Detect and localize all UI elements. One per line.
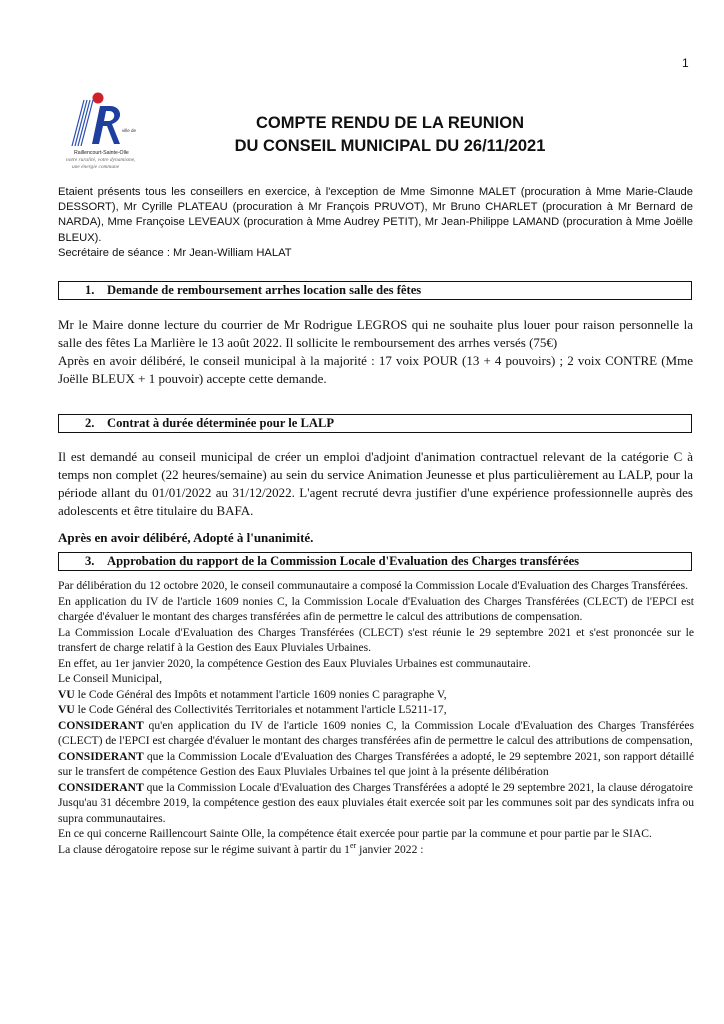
section-1-heading (58, 281, 692, 300)
logo-tagline-1: notre ruralité, votre dynamisme, (66, 157, 136, 163)
document-title (190, 112, 590, 158)
attendance-block (58, 185, 693, 261)
vu-text: le Code Général des Collectivités Territoriales et notamment l'article L5211-17, (74, 703, 447, 716)
section-1-body (58, 316, 693, 388)
title-line-1: COMPTE RENDU DE LA REUNION (256, 114, 524, 132)
section-3-vu-clause (58, 687, 694, 703)
attendance-text: Etaient présents tous les conseillers en exercice, à l'exception de Mme Simonne MALET (procuration à Mme Marie-Claude DESSORT), Mr Cyrille PLATEAU (procuration à Mr François PRUVOT), Mr Bruno CHARLET (procuration à Mr Bernard de NARDA), Mme Françoise LEVEAUX (procuration à Mme Audrey PETIT), Mr Jean-Philippe LAMAND (procuration à Mme Joëlle BLEUX). (58, 186, 693, 244)
section-3-vu-clause (58, 702, 694, 718)
logo-small-text-1: ville de (122, 128, 137, 133)
considerant-keyword: CONSIDERANT (58, 780, 144, 794)
section-1-number: 1. (85, 283, 95, 297)
considerant-text: que la Commission Locale d'Evaluation des Charges Transférées a adopté le 29 septembre 2021, la clause dérogatoire (143, 780, 693, 794)
vu-keyword: VU (58, 687, 75, 701)
section-3-body (58, 578, 694, 857)
section-3-title: Approbation du rapport de la Commission Locale d'Evaluation des Charges transférées (107, 554, 580, 568)
clause-text-end: janvier 2022 : (356, 842, 424, 856)
section-3-paragraph: En ce qui concerne Raillencourt Sainte Olle, la compétence était exercée pour partie par la commune et pour partie par le SIAC. (58, 827, 652, 840)
considerant-text: qu'en application du IV de l'article 1609 nonies C, la Commission Locale d'Evaluation des Charges Transférées (CLECT) de l'EPCI est chargée d'évaluer le montant des charges transférées afin de permettre le calcul des attributions de compensation, (58, 718, 694, 747)
section-3-considerant-clause (58, 780, 694, 796)
section-2-number: 2. (85, 416, 95, 430)
section-2-decision: Après en avoir délibéré, Adopté à l'unanimité. (58, 530, 314, 545)
clause-text-start: La clause dérogatoire repose sur le régime suivant à partir du 1 (58, 842, 350, 856)
section-3-paragraph: Par délibération du 12 octobre 2020, le conseil communautaire a composé la Commission Locale d'Evaluation des Charges Transférées. (58, 579, 689, 592)
section-2-body (58, 448, 693, 547)
page-number: 1 (682, 56, 689, 70)
vu-keyword: VU (58, 703, 75, 716)
section-3-considerant-clause (58, 749, 694, 780)
section-2-paragraph: Il est demandé au conseil municipal de créer un emploi d'adjoint d'animation contractuel relevant de la catégorie C à temps non complet (22 heures/semaine) au sein du service Animation Jeunesse et plus particulièrement au LALP, pour la période allant du 01/01/2022 au 31/12/2022. L'agent recruté devra justifier d'une expérience professionnelle auprès des adolescents et être titulaire du BAFA. (58, 449, 693, 518)
section-3-heading (58, 552, 692, 571)
section-3-number: 3. (85, 554, 95, 568)
section-3-paragraph (58, 842, 694, 858)
considerant-keyword: CONSIDERANT (58, 718, 144, 732)
considerant-keyword: CONSIDERANT (58, 749, 144, 763)
municipality-logo (62, 86, 172, 174)
section-3-paragraph: En application du IV de l'article 1609 nonies C, la Commission Locale d'Evaluation des Charges Transférées (CLECT) de l'EPCI est chargée d'évaluer le montant des charges transférées afin de permettre le calcul des attributions de compensation. (58, 594, 694, 623)
section-3-considerant-clause (58, 718, 694, 749)
considerant-text: que la Commission Locale d'Evaluation des Charges Transférées a adopté, le 29 septembre 2021, son rapport détaillé sur le transfert de compétence Gestion des Eaux Pluviales Urbaines tel que joint à la présente délibération (58, 749, 694, 778)
section-2-title: Contrat à durée déterminée pour le LALP (107, 416, 335, 430)
section-1-paragraph: Après en avoir délibéré, le conseil municipal à la majorité : 17 voix POUR (13 + 4 pouvoirs) ; 2 voix CONTRE (Mme Joëlle BLEUX + 1 pouvoir) accepte cette demande. (58, 353, 693, 386)
vu-text: le Code Général des Impôts et notamment l'article 1609 nonies C paragraphe V, (74, 687, 447, 701)
section-2-heading (58, 414, 692, 433)
logo-small-text-2: Raillencourt-Sainte-Olle (74, 150, 129, 156)
section-3-paragraph: Le Conseil Municipal, (58, 672, 163, 685)
title-line-2: DU CONSEIL MUNICIPAL DU 26/11/2021 (234, 137, 546, 155)
logo-tagline-2: une énergie commune (72, 164, 120, 170)
session-secretary: Secrétaire de séance : Mr Jean-William HALAT (58, 246, 292, 259)
section-3-paragraph: En effet, au 1er janvier 2020, la compétence Gestion des Eaux Pluviales Urbaines est communautaire. (58, 656, 531, 670)
section-1-paragraph: Mr le Maire donne lecture du courrier de Mr Rodrigue LEGROS qui ne souhaite plus louer pour raison personnelle la salle des fêtes La Marlière le 13 août 2022. Il sollicite le remboursement des arrhes versés (75€) (58, 317, 693, 350)
section-3-paragraph: Jusqu'au 31 décembre 2019, la compétence gestion des eaux pluviales était exercée soit par les communes soit par des syndicats infra ou supra communautaires. (58, 796, 694, 825)
section-3-paragraph: La Commission Locale d'Evaluation des Charges Transférées (CLECT) s'est réunie le 29 septembre 2021 et s'est prononcée sur le transfert de charge relatif à la Gestion des Eaux Pluviales Urbaines. (58, 625, 694, 654)
section-1-title: Demande de remboursement arrhes location salle des fêtes (107, 283, 422, 297)
ordinal-superscript: er (349, 840, 357, 850)
